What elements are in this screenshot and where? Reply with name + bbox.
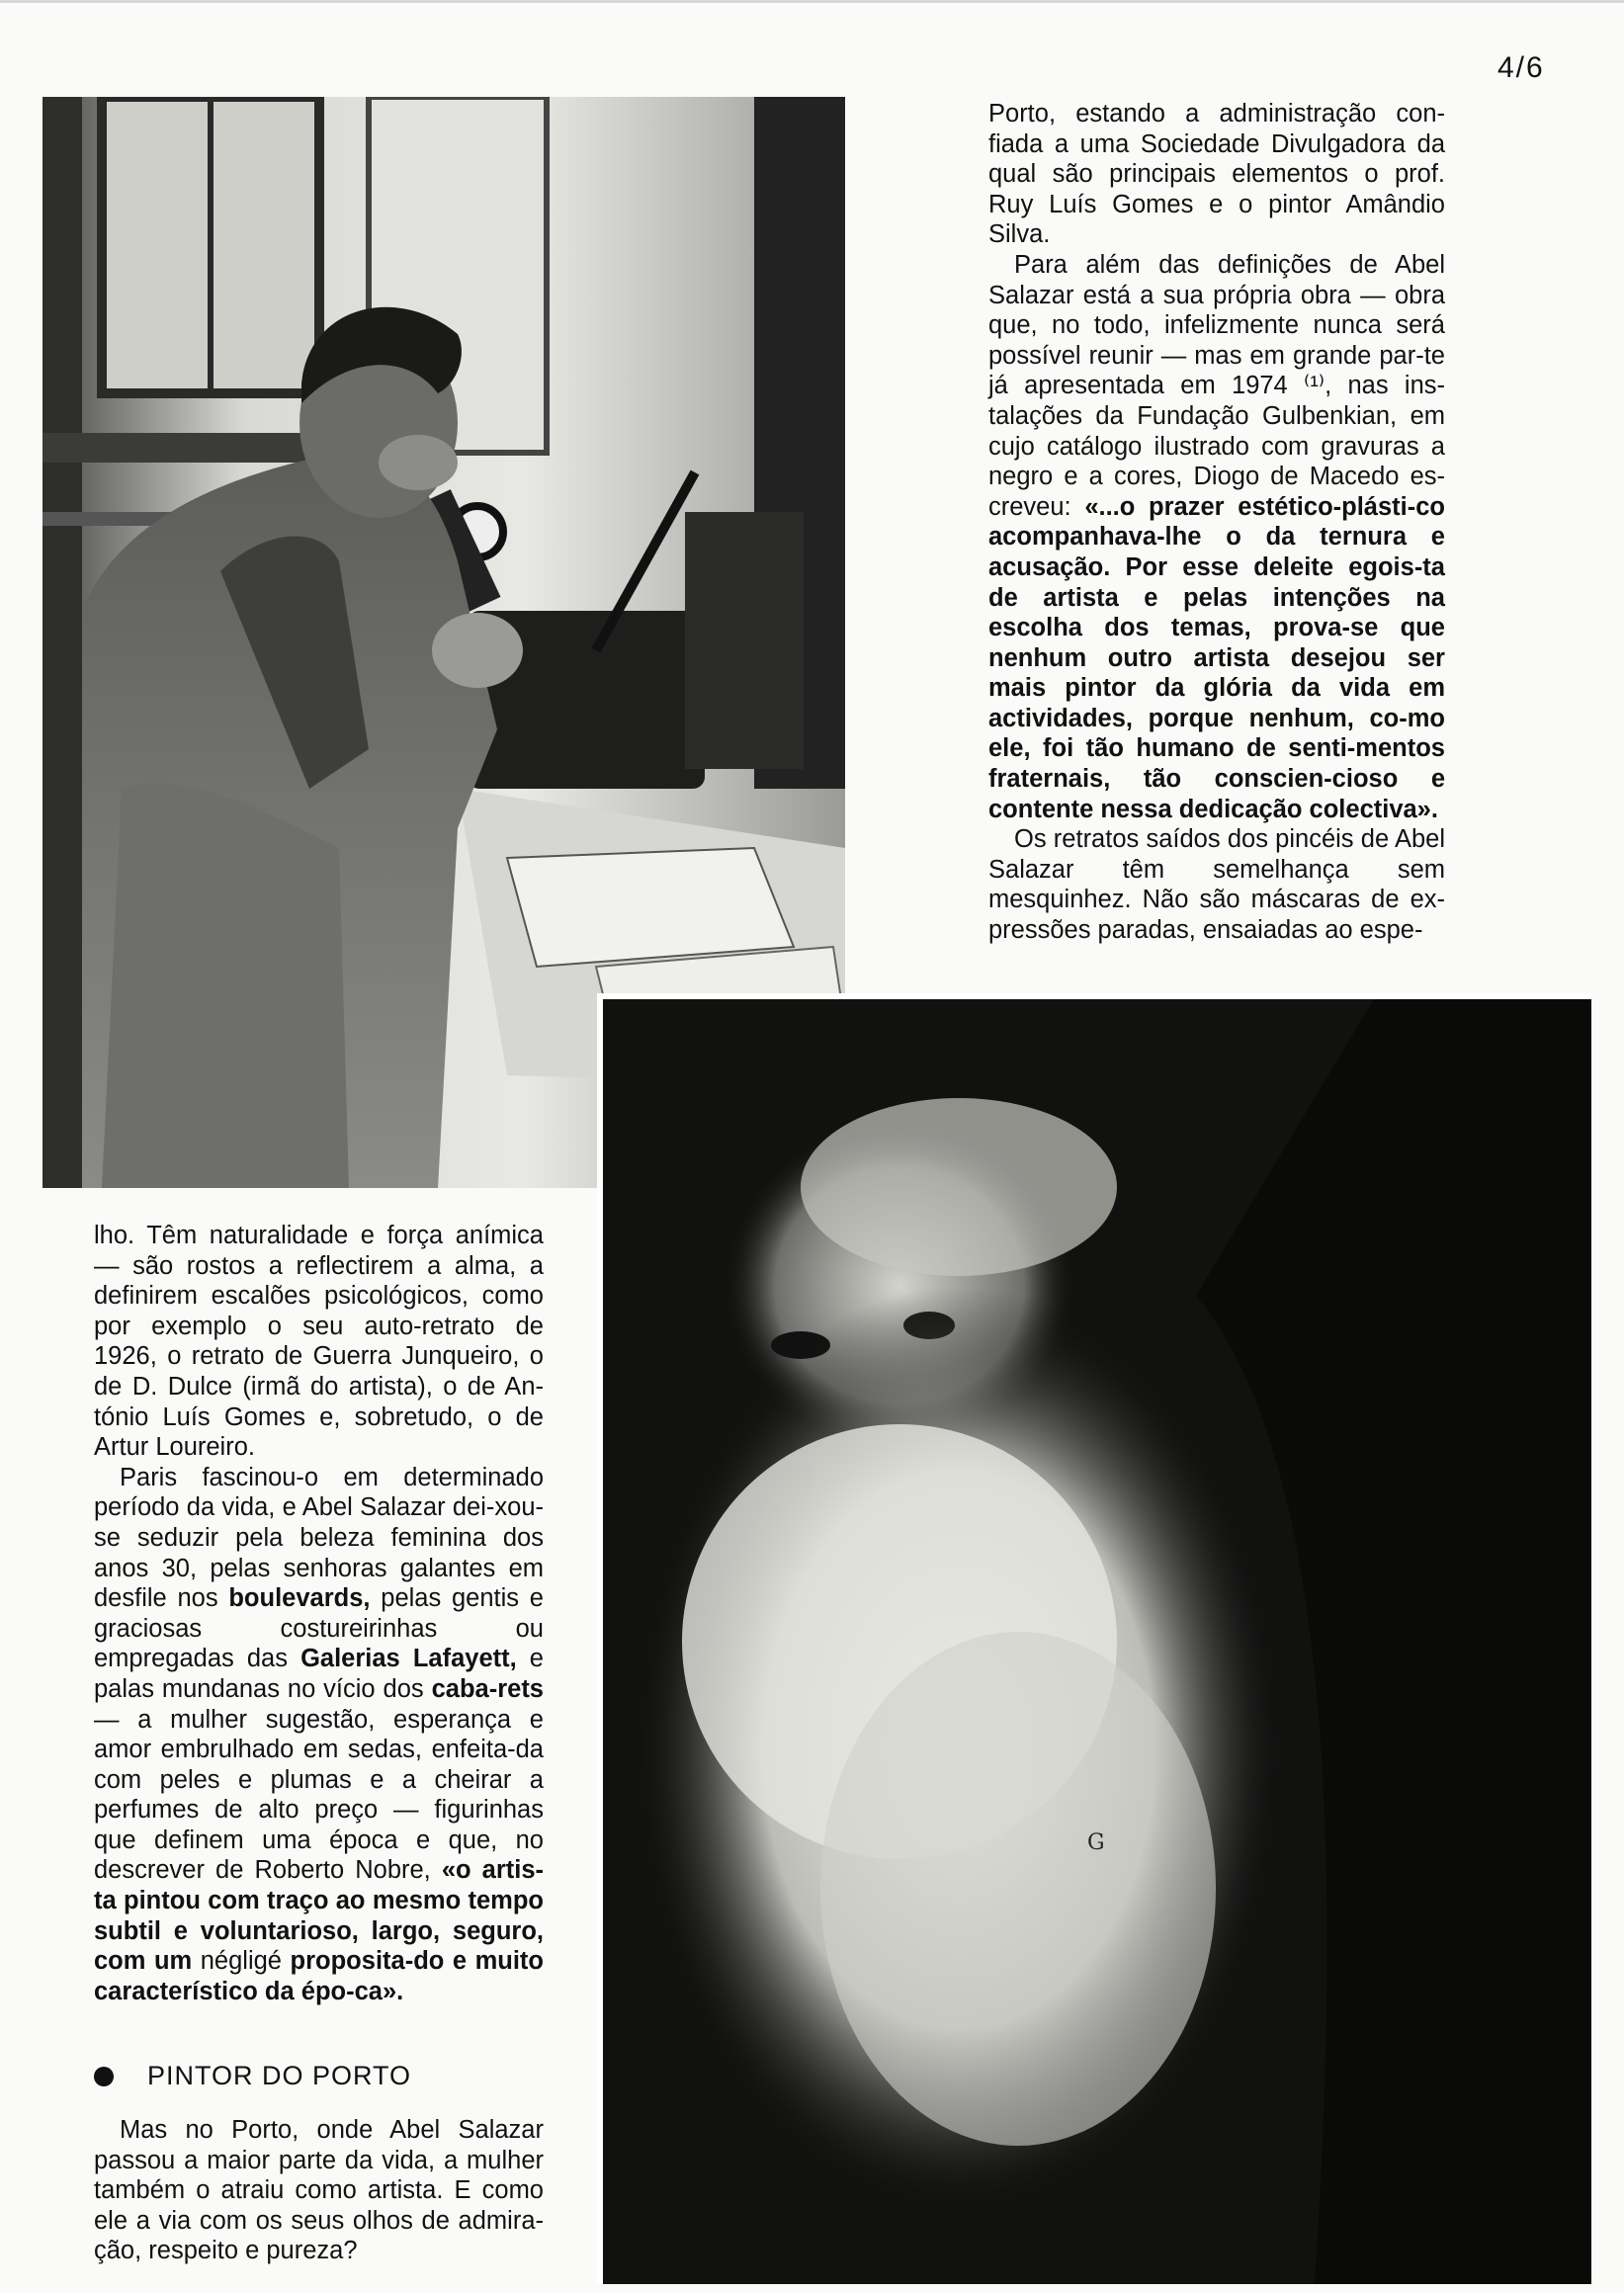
bold-text-segment: boulevards, <box>228 1584 371 1613</box>
text-segment: Mas no Porto, onde Abel Salazar passou a maior parte da vida, a mulher também o atraiu como artista. E como ele a via com os seus olhos de admira-ção, respeito e pureza? <box>94 2116 544 2265</box>
bold-text-segment: caba-rets <box>431 1674 544 1703</box>
paragraph <box>988 99 1445 250</box>
text-segment: Para além das definições de Abel Salazar está a sua própria obra — obra que, no todo, infelizmente nunca será possível reunir — mas em grande par-te já apresentada em 1974 ⁽¹⁾, nas ins-talações da Fundação Gulbenkian, em cujo catálogo ilustrado com gravuras a negro e a cores, Diogo de Macedo es-creveu: <box>988 250 1445 521</box>
text-segment: lho. Têm naturalidade e força anímica — são rostos a reflectirem a alma, a definirem escalões psicológicos, como por exemplo o seu auto-retrato de 1926, o retrato de Guerra Junqueiro, o de D. Dulce (irmã do artista), o de An-tónio Luís Gomes e, sobretudo, o de Artur Loureiro. <box>94 1222 544 1462</box>
bold-text-segment: Galerias Lafayett, <box>300 1645 517 1673</box>
bullet-icon <box>94 2067 114 2086</box>
section-text <box>94 2115 544 2266</box>
portrait-painting <box>597 993 1591 2284</box>
left-text-column <box>94 1221 544 2006</box>
bold-text-segment: «...o prazer estético-plásti-co acompanhava-lhe o da ternura e acusação. Por esse deleite egois-ta de artista e pelas intenções na escolha dos temas, prova-se que nenhum outro artista desejou ser mais pintor da glória da vida em actividades, porque nenhum, co-mo ele, foi tão humano de senti-mentos fraternais, tão conscien-cioso e contente nessa dedicação colectiva». <box>988 492 1445 823</box>
paragraph <box>94 2115 544 2266</box>
text-segment: Paris fascinou-o em determinado período da vida, e Abel Salazar dei-xou-se seduzir pela beleza feminina dos anos 30, pelas senhoras galantes em desfile nos <box>94 1463 544 1613</box>
text-segment: négligé <box>192 1947 291 1976</box>
paragraph <box>94 1221 544 1463</box>
text-segment: e palas mundanas no vício dos <box>94 1645 544 1703</box>
bearded-man-portrait-icon <box>603 999 1591 2284</box>
painting-signature: G <box>1087 1830 1105 1855</box>
paragraph <box>94 1463 544 2007</box>
paragraph <box>988 824 1445 945</box>
section-heading-text: PINTOR DO PORTO <box>147 2061 412 2090</box>
text-segment: pelas gentis e graciosas costureirinhas ou empregadas das <box>94 1584 544 1673</box>
paragraph <box>988 250 1445 824</box>
bold-text-segment: «o artis-ta pintou com traço ao mesmo tempo subtil e voluntarioso, largo, seguro, com um <box>94 1856 545 1976</box>
top-edge-line <box>0 0 1624 3</box>
text-segment: Porto, estando a administração con-fiada a uma Sociedade Divulgadora da qual são principais elementos o prof. Ruy Luís Gomes e o pintor Amândio Silva. <box>988 100 1445 249</box>
text-segment: Os retratos saídos dos pincéis de Abel Salazar têm semelhança sem mesquinhez. Não são máscaras de ex-pressões paradas, ensaiadas ao espe- <box>988 825 1445 945</box>
section-heading <box>94 2061 411 2091</box>
text-segment: — a mulher sugestão, esperança e amor embrulhado em sedas, enfeita-da com peles e plumas e a cheirar a perfumes de alto preço — figurinhas que definem uma época e que, no descrever de Roberto Nobre, <box>94 1705 544 1885</box>
page-number: 4/6 <box>1497 51 1545 84</box>
bold-text-segment: proposita-do e muito característico da épo-ca». <box>94 1947 544 2005</box>
right-text-column <box>988 99 1445 946</box>
